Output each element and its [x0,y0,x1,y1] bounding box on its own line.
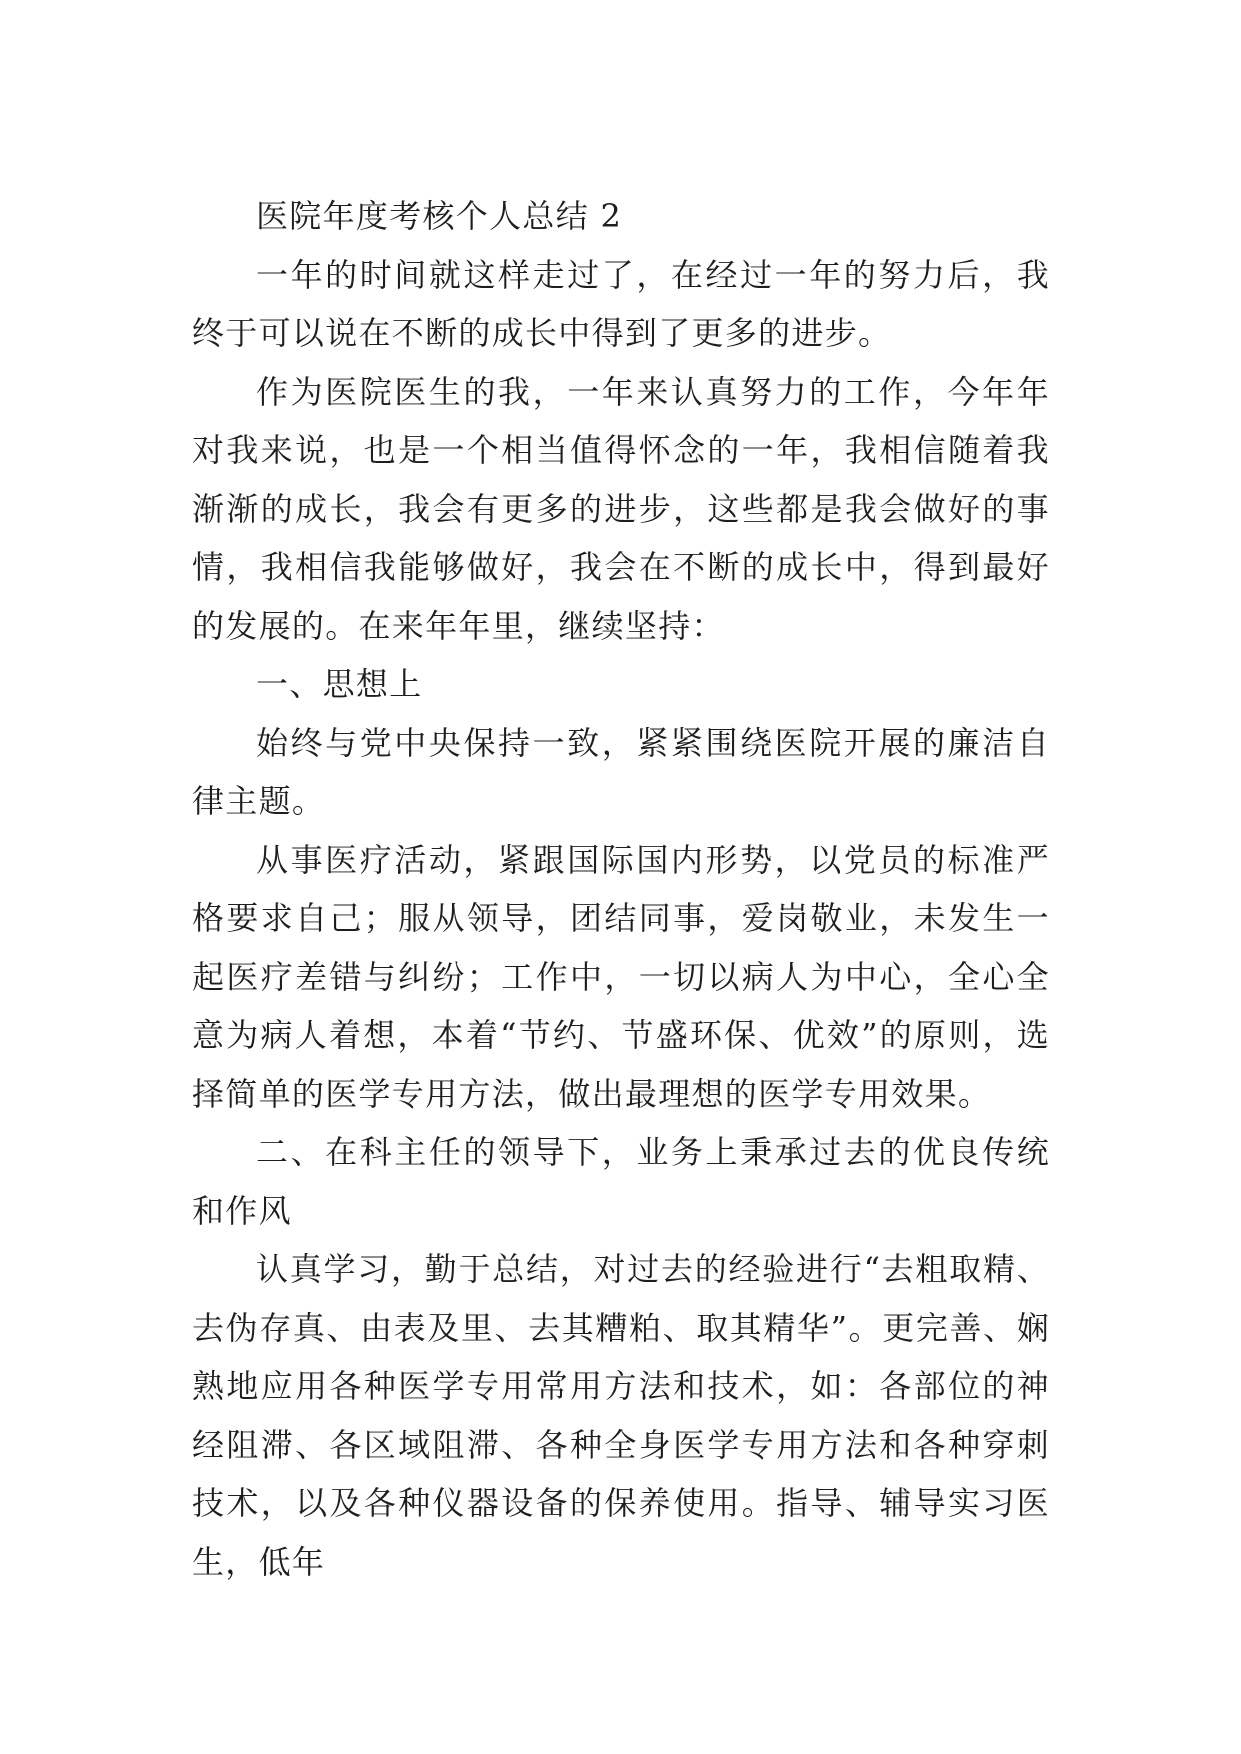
paragraph-role: 作为医院医生的我，一年来认真努力的工作，今年年对我来说，也是一个相当值得怀念的一年，我相信随着我渐渐的成长，我会有更多的进步，这些都是我会做好的事情，我相信我能够做好，我会在不断的成长中，得到最好的发展的。在来年年里，继续坚持： [192,372,1050,645]
paragraph-ideology: 始终与党中央保持一致，紧紧围绕医院开展的廉洁自律主题。 [192,723,1050,820]
section-heading-ideology: 一、思想上 [256,665,423,703]
document-body [192,187,1050,1591]
paragraph-study: 认真学习，勤于总结，对过去的经验进行“去粗取精、去伪存真、由表及里、去其糟粕、取其精华”。更完善、娴熟地应用各种医学专用常用方法和技术，如：各部位的神经阻滞、各区域阻滞、各种全身医学专用方法和各种穿刺技术，以及各种仪器设备的保养使用。指导、辅导实习医生，低年 [192,1250,1050,1581]
section-heading-business: 二、在科主任的领导下，业务上秉承过去的优良传统和作风 [192,1133,1050,1230]
paragraph-intro: 一年的时间就这样走过了，在经过一年的努力后，我终于可以说在不断的成长中得到了更多的进步。 [192,255,1050,352]
document-title: 医院年度考核个人总结 2 [256,197,623,235]
paragraph-medical-practice: 从事医疗活动，紧跟国际国内形势，以党员的标准严格要求自己；服从领导，团结同事，爱岗敬业，未发生一起医疗差错与纠纷；工作中，一切以病人为中心，全心全意为病人着想，本着“节约、节盛环保、优效”的原则，选择简单的医学专用方法，做出最理想的医学专用效果。 [192,840,1050,1113]
